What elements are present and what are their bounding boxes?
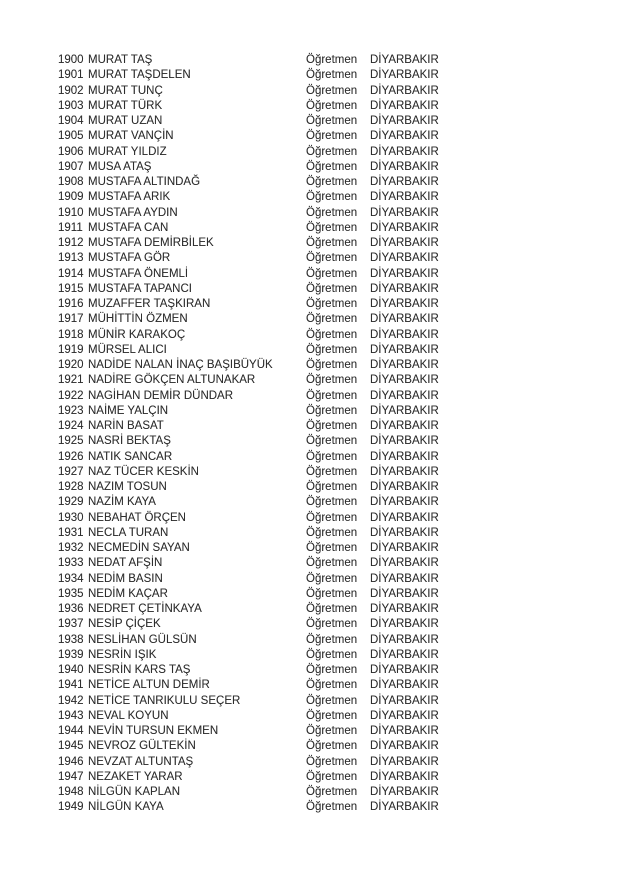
row-name: NADİRE GÖKÇEN ALTUNAKAR — [88, 374, 256, 387]
row-province: DİYARBAKIR — [370, 389, 439, 402]
row-number: 1907 — [58, 160, 84, 173]
row-province: DİYARBAKIR — [370, 328, 439, 341]
row-title: Öğretmen — [306, 374, 358, 387]
row-number: 1913 — [58, 252, 84, 265]
row-number: 1903 — [58, 99, 84, 112]
row-province: DİYARBAKIR — [370, 740, 439, 753]
row-name: MÜHİTTİN ÖZMEN — [88, 313, 188, 326]
row-number: 1915 — [58, 282, 84, 295]
row-name: MURAT TUNÇ — [88, 84, 163, 97]
row-number: 1944 — [58, 725, 84, 737]
row-number: 1932 — [58, 542, 84, 554]
row-number: 1935 — [58, 587, 84, 600]
row-title: Öğretmen — [306, 572, 358, 585]
row-name: NEVROZ GÜLTEKİN — [88, 740, 196, 753]
row-province: DİYARBAKIR — [370, 130, 439, 143]
row-title: Öğretmen — [306, 84, 358, 97]
row-province: DİYARBAKIR — [370, 648, 439, 661]
row-province: DİYARBAKIR — [370, 359, 439, 371]
row-title: Öğretmen — [306, 54, 358, 66]
row-province: DİYARBAKIR — [370, 420, 439, 432]
table-row — [0, 99, 620, 114]
row-number: 1906 — [58, 145, 84, 158]
row-number: 1946 — [58, 755, 84, 768]
row-name: NEBAHAT ÖRÇEN — [88, 511, 186, 524]
row-name: MURAT UZAN — [88, 115, 163, 127]
table-row — [0, 739, 620, 754]
row-title: Öğretmen — [306, 328, 358, 341]
row-name: NATIK SANCAR — [88, 450, 173, 463]
row-name: NEZAKET YARAR — [88, 770, 183, 783]
row-province: DİYARBAKIR — [370, 725, 439, 737]
row-name: NEVİN TURSUN EKMEN — [88, 725, 219, 737]
table-row — [0, 587, 620, 602]
table-row — [0, 541, 620, 556]
table-row — [0, 328, 620, 343]
row-province: DİYARBAKIR — [370, 603, 439, 615]
row-province: DİYARBAKIR — [370, 572, 439, 585]
row-number: 1919 — [58, 343, 84, 356]
row-name: NARİN BASAT — [88, 420, 164, 432]
row-title: Öğretmen — [306, 511, 358, 524]
row-province: DİYARBAKIR — [370, 526, 439, 539]
row-number: 1926 — [58, 450, 84, 463]
row-province: DİYARBAKIR — [370, 557, 439, 570]
row-name: NAİME YALÇIN — [88, 404, 169, 417]
row-number: 1904 — [58, 115, 84, 127]
row-name: MURAT TAŞ — [88, 54, 153, 66]
row-name: MUSA ATAŞ — [88, 160, 152, 173]
row-number: 1930 — [58, 511, 84, 524]
table-row — [0, 633, 620, 648]
row-number: 1928 — [58, 481, 84, 493]
table-row — [0, 267, 620, 282]
row-province: DİYARBAKIR — [370, 115, 439, 127]
row-number: 1924 — [58, 420, 84, 432]
row-title: Öğretmen — [306, 786, 358, 798]
table-row — [0, 175, 620, 190]
row-title: Öğretmen — [306, 176, 358, 188]
row-title: Öğretmen — [306, 69, 358, 82]
row-number: 1927 — [58, 465, 84, 478]
row-province: DİYARBAKIR — [370, 496, 439, 509]
table-row — [0, 53, 620, 68]
row-number: 1938 — [58, 633, 84, 646]
row-number: 1922 — [58, 389, 84, 402]
row-province: DİYARBAKIR — [370, 374, 439, 387]
row-province: DİYARBAKIR — [370, 298, 439, 310]
table-row — [0, 480, 620, 495]
table-row — [0, 190, 620, 205]
row-province: DİYARBAKIR — [370, 252, 439, 265]
row-title: Öğretmen — [306, 130, 358, 143]
row-province: DİYARBAKIR — [370, 786, 439, 798]
row-province: DİYARBAKIR — [370, 99, 439, 112]
row-title: Öğretmen — [306, 160, 358, 173]
row-number: 1917 — [58, 313, 84, 326]
row-title: Öğretmen — [306, 679, 358, 692]
table-row — [0, 724, 620, 739]
row-number: 1923 — [58, 404, 84, 417]
row-name: NETİCE TANRIKULU SEÇER — [88, 694, 241, 707]
row-province: DİYARBAKIR — [370, 511, 439, 524]
row-number: 1949 — [58, 801, 84, 814]
row-number: 1939 — [58, 648, 84, 661]
row-number: 1933 — [58, 557, 84, 570]
row-name: NADİDE NALAN İNAÇ BAŞIBÜYÜK — [88, 359, 273, 371]
row-title: Öğretmen — [306, 557, 358, 570]
row-province: DİYARBAKIR — [370, 237, 439, 249]
table-row — [0, 617, 620, 632]
table-row — [0, 221, 620, 236]
row-number: 1937 — [58, 618, 84, 631]
row-number: 1909 — [58, 191, 84, 204]
row-title: Öğretmen — [306, 282, 358, 295]
row-name: NECLA TURAN — [88, 526, 169, 539]
row-province: DİYARBAKIR — [370, 145, 439, 158]
row-title: Öğretmen — [306, 694, 358, 707]
table-row — [0, 236, 620, 251]
table-row — [0, 709, 620, 724]
row-title: Öğretmen — [306, 755, 358, 768]
table-row — [0, 68, 620, 83]
row-province: DİYARBAKIR — [370, 450, 439, 463]
row-province: DİYARBAKIR — [370, 176, 439, 188]
row-province: DİYARBAKIR — [370, 84, 439, 97]
row-name: MUSTAFA ÖNEMLİ — [88, 267, 189, 280]
row-number: 1900 — [58, 54, 84, 66]
row-province: DİYARBAKIR — [370, 481, 439, 493]
row-province: DİYARBAKIR — [370, 54, 439, 66]
row-number: 1902 — [58, 84, 84, 97]
row-number: 1905 — [58, 130, 84, 143]
row-title: Öğretmen — [306, 542, 358, 554]
table-row — [0, 556, 620, 571]
table-row — [0, 84, 620, 99]
row-number: 1931 — [58, 526, 84, 539]
row-name: MÜRSEL ALICI — [88, 343, 167, 356]
table-row — [0, 450, 620, 465]
row-title: Öğretmen — [306, 725, 358, 737]
row-title: Öğretmen — [306, 359, 358, 371]
row-name: MURAT TAŞDELEN — [88, 69, 191, 82]
row-province: DİYARBAKIR — [370, 404, 439, 417]
row-title: Öğretmen — [306, 115, 358, 127]
row-title: Öğretmen — [306, 435, 358, 448]
row-number: 1940 — [58, 664, 84, 676]
row-title: Öğretmen — [306, 465, 358, 478]
row-number: 1910 — [58, 206, 84, 219]
table-row — [0, 755, 620, 770]
row-title: Öğretmen — [306, 191, 358, 204]
teacher-list — [0, 53, 620, 816]
row-number: 1942 — [58, 694, 84, 707]
table-row — [0, 785, 620, 800]
row-title: Öğretmen — [306, 801, 358, 814]
row-province: DİYARBAKIR — [370, 770, 439, 783]
row-title: Öğretmen — [306, 389, 358, 402]
row-name: NİLGÜN KAYA — [88, 801, 164, 814]
table-row — [0, 434, 620, 449]
table-row — [0, 282, 620, 297]
row-name: NİLGÜN KAPLAN — [88, 786, 181, 798]
row-number: 1916 — [58, 298, 84, 310]
table-row — [0, 465, 620, 480]
row-number: 1945 — [58, 740, 84, 753]
row-title: Öğretmen — [306, 618, 358, 631]
row-number: 1934 — [58, 572, 84, 585]
row-title: Öğretmen — [306, 145, 358, 158]
table-row — [0, 129, 620, 144]
row-name: NESLİHAN GÜLSÜN — [88, 633, 197, 646]
table-row — [0, 526, 620, 541]
row-province: DİYARBAKIR — [370, 633, 439, 646]
table-row — [0, 495, 620, 510]
table-row — [0, 419, 620, 434]
table-row — [0, 251, 620, 266]
row-name: NAZİM KAYA — [88, 496, 156, 509]
row-name: MUSTAFA ALTINDAĞ — [88, 176, 201, 188]
row-province: DİYARBAKIR — [370, 282, 439, 295]
row-title: Öğretmen — [306, 267, 358, 280]
row-name: NASRİ BEKTAŞ — [88, 435, 171, 448]
table-row — [0, 206, 620, 221]
row-title: Öğretmen — [306, 633, 358, 646]
row-province: DİYARBAKIR — [370, 694, 439, 707]
row-name: NEDRET ÇETİNKAYA — [88, 603, 202, 615]
row-name: NEVAL KOYUN — [88, 709, 169, 722]
table-row — [0, 572, 620, 587]
row-name: MURAT YILDIZ — [88, 145, 167, 158]
row-name: NECMEDİN SAYAN — [88, 542, 190, 554]
table-row — [0, 297, 620, 312]
table-row — [0, 663, 620, 678]
row-name: NEDAT AFŞİN — [88, 557, 163, 570]
row-title: Öğretmen — [306, 99, 358, 112]
row-number: 1941 — [58, 679, 84, 692]
row-province: DİYARBAKIR — [370, 343, 439, 356]
row-title: Öğretmen — [306, 740, 358, 753]
row-number: 1948 — [58, 786, 84, 798]
row-province: DİYARBAKIR — [370, 679, 439, 692]
table-row — [0, 160, 620, 175]
row-name: MUSTAFA AYDIN — [88, 206, 178, 219]
row-name: MÜNİR KARAKOÇ — [88, 328, 186, 341]
row-number: 1925 — [58, 435, 84, 448]
row-name: NAZIM TOSUN — [88, 481, 167, 493]
row-number: 1943 — [58, 709, 84, 722]
table-row — [0, 343, 620, 358]
row-title: Öğretmen — [306, 587, 358, 600]
row-number: 1908 — [58, 176, 84, 188]
row-number: 1929 — [58, 496, 84, 509]
row-province: DİYARBAKIR — [370, 191, 439, 204]
row-title: Öğretmen — [306, 206, 358, 219]
row-province: DİYARBAKIR — [370, 267, 439, 280]
row-province: DİYARBAKIR — [370, 755, 439, 768]
row-title: Öğretmen — [306, 481, 358, 493]
row-province: DİYARBAKIR — [370, 587, 439, 600]
row-title: Öğretmen — [306, 237, 358, 249]
row-title: Öğretmen — [306, 603, 358, 615]
row-name: NESİP ÇİÇEK — [88, 618, 161, 631]
table-row — [0, 389, 620, 404]
row-name: MUSTAFA ARIK — [88, 191, 171, 204]
row-province: DİYARBAKIR — [370, 160, 439, 173]
row-name: NEDİM KAÇAR — [88, 587, 168, 600]
row-title: Öğretmen — [306, 664, 358, 676]
row-title: Öğretmen — [306, 496, 358, 509]
row-province: DİYARBAKIR — [370, 618, 439, 631]
row-province: DİYARBAKIR — [370, 221, 439, 234]
row-province: DİYARBAKIR — [370, 313, 439, 326]
row-name: NESRİN IŞIK — [88, 648, 157, 661]
row-name: NETİCE ALTUN DEMİR — [88, 679, 210, 692]
row-number: 1947 — [58, 770, 84, 783]
table-row — [0, 678, 620, 693]
row-name: NESRİN KARS TAŞ — [88, 664, 191, 676]
table-row — [0, 404, 620, 419]
row-name: MUSTAFA DEMİRBİLEK — [88, 237, 214, 249]
row-number: 1912 — [58, 237, 84, 249]
row-name: MUSTAFA GÖR — [88, 252, 171, 265]
row-province: DİYARBAKIR — [370, 69, 439, 82]
row-title: Öğretmen — [306, 343, 358, 356]
row-title: Öğretmen — [306, 450, 358, 463]
table-row — [0, 358, 620, 373]
row-name: NEVZAT ALTUNTAŞ — [88, 755, 194, 768]
row-title: Öğretmen — [306, 648, 358, 661]
table-row — [0, 694, 620, 709]
row-title: Öğretmen — [306, 420, 358, 432]
row-title: Öğretmen — [306, 313, 358, 326]
row-number: 1921 — [58, 374, 84, 387]
row-number: 1901 — [58, 69, 84, 82]
row-province: DİYARBAKIR — [370, 435, 439, 448]
row-province: DİYARBAKIR — [370, 801, 439, 814]
row-number: 1936 — [58, 603, 84, 615]
table-row — [0, 800, 620, 815]
row-province: DİYARBAKIR — [370, 465, 439, 478]
table-row — [0, 312, 620, 327]
row-name: NEDİM BASIN — [88, 572, 163, 585]
row-title: Öğretmen — [306, 252, 358, 265]
row-name: NAZ TÜCER KESKİN — [88, 465, 199, 478]
row-number: 1914 — [58, 267, 84, 280]
row-name: MURAT TÜRK — [88, 99, 163, 112]
row-title: Öğretmen — [306, 709, 358, 722]
row-number: 1920 — [58, 359, 84, 371]
table-row — [0, 511, 620, 526]
table-row — [0, 602, 620, 617]
row-title: Öğretmen — [306, 770, 358, 783]
table-row — [0, 114, 620, 129]
table-row — [0, 648, 620, 663]
row-name: MURAT VANÇİN — [88, 130, 174, 143]
row-name: MUSTAFA TAPANCI — [88, 282, 192, 295]
row-province: DİYARBAKIR — [370, 709, 439, 722]
table-row — [0, 373, 620, 388]
row-province: DİYARBAKIR — [370, 664, 439, 676]
row-title: Öğretmen — [306, 298, 358, 310]
row-title: Öğretmen — [306, 404, 358, 417]
row-number: 1918 — [58, 328, 84, 341]
row-name: MUZAFFER TAŞKIRAN — [88, 298, 211, 310]
table-row — [0, 145, 620, 160]
row-number: 1911 — [58, 221, 83, 234]
row-title: Öğretmen — [306, 221, 358, 234]
row-title: Öğretmen — [306, 526, 358, 539]
row-name: NAGİHAN DEMİR DÜNDAR — [88, 389, 234, 402]
table-row — [0, 770, 620, 785]
row-province: DİYARBAKIR — [370, 206, 439, 219]
row-name: MUSTAFA CAN — [88, 221, 169, 234]
row-province: DİYARBAKIR — [370, 542, 439, 554]
